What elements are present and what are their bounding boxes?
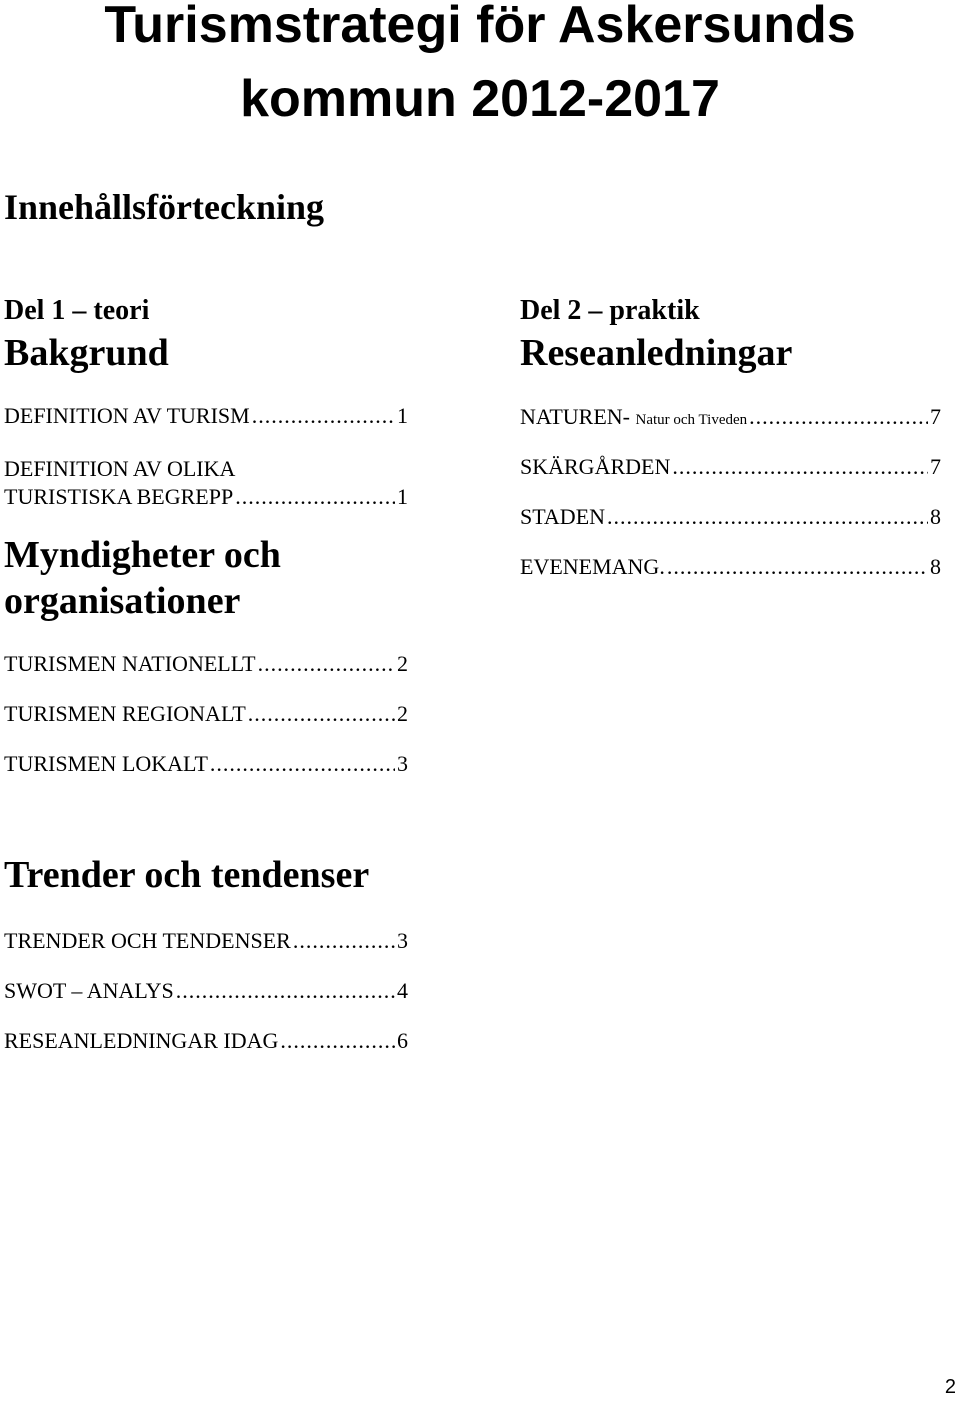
toc-entry-skargarden[interactable]: [520, 453, 941, 481]
toc-entry-label: NATUREN- Natur och Tiveden: [520, 404, 748, 429]
toc-entry-naturen[interactable]: [520, 403, 941, 434]
leader-dots: [280, 1027, 395, 1055]
toc-entry-page: 1: [397, 403, 408, 428]
toc-entry-label: DEFINITION AV TURISM: [4, 403, 250, 428]
toc-entry-label: TURISMEN NATIONELLT: [4, 651, 256, 676]
toc-heading: Innehållsförteckning: [4, 187, 325, 227]
leader-dots: [210, 750, 395, 778]
toc-entry-reseanledningar-idag[interactable]: [4, 1027, 408, 1055]
toc-entry-turismen-lokalt[interactable]: [4, 750, 408, 778]
leader-dots: [607, 503, 928, 531]
toc-entry-label: RESEANLEDNINGAR IDAG: [4, 1028, 279, 1053]
toc-entry-label: EVENEMANG.: [520, 554, 665, 579]
part-2-label: Del 2 – praktik: [520, 295, 700, 326]
leader-dots: [235, 483, 395, 511]
toc-entry-label: TURISMEN REGIONALT: [4, 701, 246, 726]
toc-entry-definition-av-olika[interactable]: [4, 455, 408, 511]
toc-entry-turismen-regionalt[interactable]: [4, 700, 408, 728]
document-title-line1: Turismstrategi för Askersunds: [104, 0, 856, 54]
leader-dots: [672, 453, 928, 481]
toc-entry-label: TURISMEN LOKALT: [4, 751, 208, 776]
toc-entry-label-line1: DEFINITION AV OLIKA: [4, 456, 236, 481]
toc-entry-page: 1: [397, 484, 408, 509]
leader-dots: [749, 403, 928, 431]
toc-entry-definition-av-turism[interactable]: [4, 402, 408, 430]
toc-entry-sublabel: Natur och Tiveden: [635, 412, 748, 428]
section-trender: Trender och tendenser: [4, 854, 370, 896]
toc-entry-page: 2: [397, 701, 408, 726]
toc-entry-page: 4: [397, 978, 408, 1003]
toc-entry-page: 7: [930, 454, 941, 479]
section-reseanledningar: Reseanledningar: [520, 332, 793, 374]
toc-entry-page: 7: [930, 404, 941, 429]
leader-dots: [252, 402, 395, 430]
page-number: 2: [944, 1376, 956, 1398]
toc-entry-label: STADEN: [520, 504, 606, 529]
toc-entry-page: 8: [930, 554, 941, 579]
section-myndigheter-line1: Myndigheter och: [4, 534, 281, 576]
toc-entry-page: 3: [397, 751, 408, 776]
toc-entry-label: SKÄRGÅRDEN: [520, 454, 671, 479]
toc-entry-page: 6: [397, 1028, 408, 1053]
document-title-line2: kommun 2012-2017: [240, 70, 720, 128]
leader-dots: [293, 927, 395, 955]
toc-entry-swot-analys[interactable]: [4, 977, 408, 1005]
toc-entry-staden[interactable]: [520, 503, 941, 531]
toc-entry-page: 8: [930, 504, 941, 529]
toc-entry-label-line2: TURISTISKA BEGREPP: [4, 484, 234, 509]
section-bakgrund: Bakgrund: [4, 332, 169, 374]
toc-entry-label: TRENDER OCH TENDENSER: [4, 928, 291, 953]
part-1-label: Del 1 – teori: [4, 295, 150, 326]
toc-entry-label: SWOT – ANALYS: [4, 978, 174, 1003]
section-myndigheter-line2: organisationer: [4, 580, 241, 622]
leader-dots: [258, 650, 395, 678]
leader-dots: [248, 700, 395, 728]
leader-dots: [667, 553, 928, 581]
toc-entry-trender-och-tendenser[interactable]: [4, 927, 408, 955]
toc-entry-evenemang[interactable]: [520, 553, 941, 581]
leader-dots: [176, 977, 395, 1005]
toc-entry-turismen-nationellt[interactable]: [4, 650, 408, 678]
toc-entry-page: 2: [397, 651, 408, 676]
toc-entry-page: 3: [397, 928, 408, 953]
